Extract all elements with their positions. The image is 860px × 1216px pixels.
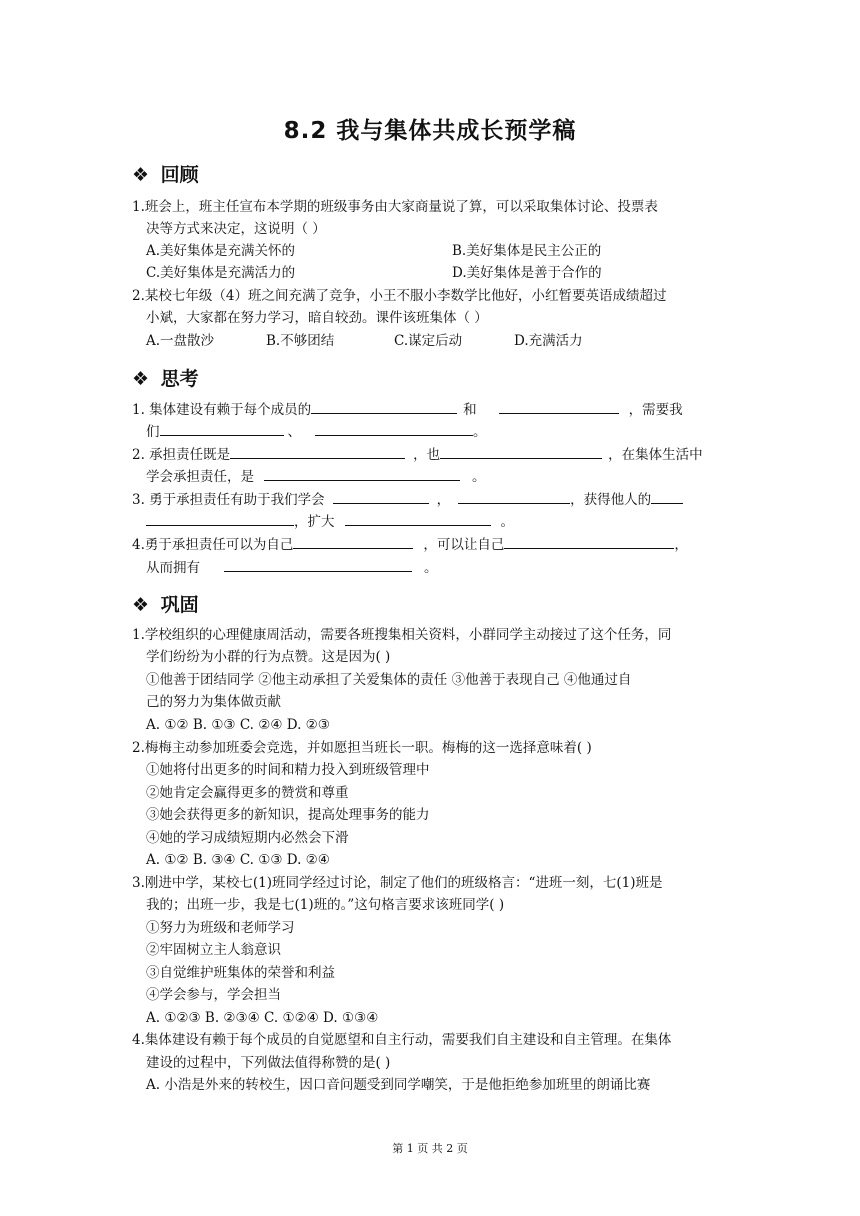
question-text: 建设的过程中，下列做法值得称赞的是( ) (146, 1055, 391, 1071)
question-text: 2.某校七年级（4）班之间充满了竞争，小王不服小李数学比他好，小红暂要英语成绩超过 (132, 288, 667, 304)
diamond-bullet-icon: ❖ (132, 368, 150, 390)
statement-item: ②牢固树立主人翁意识 (146, 942, 281, 958)
fill-question-2: 2. 承担责任既是 ，也 ，在集体生活中 (132, 443, 732, 466)
option-c: C.美好集体是充满活力的 (146, 265, 296, 281)
diamond-bullet-icon: ❖ (132, 594, 150, 616)
statement-item: ①她将付出更多的时间和精力投入到班级管理中 (146, 762, 430, 778)
option-c: C.谋定后动 (394, 333, 463, 349)
fill-question-2-cont: 学会承担责任，是 。 (146, 465, 746, 488)
option-a: A.美好集体是充满关怀的 (146, 243, 296, 259)
option-row (146, 330, 746, 352)
option-b: B.不够团结 (266, 333, 335, 349)
statement-item: ①努力为班级和老师学习 (146, 920, 295, 936)
answer-blank[interactable] (146, 510, 294, 526)
answer-blank[interactable] (345, 510, 491, 526)
section-label: 巩固 (160, 594, 199, 616)
question-text: 4.集体建设有赖于每个成员的自觉愿望和自主行动，需要我们自主建设和自主管理。在集体 (132, 1032, 672, 1048)
answer-blank[interactable] (458, 488, 570, 504)
fill-question-3-cont: ，扩大 。 (146, 510, 746, 533)
answer-blank[interactable] (651, 488, 683, 504)
statement-item: ③自觉维护班集体的荣誉和利益 (146, 965, 335, 981)
question-text: 己的努力为集体做贡献 (146, 694, 281, 710)
answer-blank[interactable] (224, 556, 412, 572)
options-line: A. ①②③ B. ②③④ C. ①②④ D. ①③④ (146, 1010, 379, 1026)
section-label: 思考 (160, 368, 199, 390)
option-a: A. 小浩是外来的转校生，因口音问题受到同学嘲笑，于是他拒绝参加班里的朗诵比赛 (146, 1077, 651, 1093)
question-text: 1.班会上，班主任宣布本学期的班级事务由大家商量说了算，可以采取集体讨论、投票表 (132, 199, 658, 215)
fill-question-3: 3. 勇于承担责任有助于我们学会 ， ，获得他人的 (132, 488, 732, 511)
fill-question-1: 1. 集体建设有赖于每个成员的 和 ，需要我 (132, 398, 732, 421)
fill-question-1-cont: 们 、 。 (146, 420, 746, 443)
statement-item: ②她肯定会赢得更多的赞赏和尊重 (146, 785, 349, 801)
question-text: 小斌，大家都在努力学习，暗自较劲。课件该班集体（ ） (146, 310, 488, 326)
page-footer: 第 1 页 共 2 页 (392, 1142, 468, 1155)
statement-item: ④学会参与，学会担当 (146, 987, 281, 1003)
question-text: 2.梅梅主动参加班委会竞选，并如愿担当班长一职。梅梅的这一选择意味着( ) (132, 740, 592, 756)
options-line: A. ①② B. ③④ C. ①③ D. ②④ (146, 852, 330, 868)
answer-blank[interactable] (504, 533, 674, 549)
answer-blank[interactable] (333, 488, 429, 504)
section-heading-consolidate (132, 590, 199, 617)
question-text: 学们纷纷为小群的行为点赞。这是因为( ) (146, 649, 391, 665)
options-line: A. ①② B. ①③ C. ②④ D. ②③ (146, 717, 330, 733)
answer-blank[interactable] (293, 533, 413, 549)
answer-blank[interactable] (311, 398, 457, 414)
option-row (146, 262, 746, 284)
option-b: B.美好集体是民主公正的 (452, 243, 602, 259)
option-d: D.美好集体是善于合作的 (452, 265, 602, 281)
question-text: ①他善于团结同学 ②他主动承担了关爱集体的责任 ③他善于表现自己 ④他通过自 (146, 672, 632, 688)
section-heading-think (132, 364, 199, 391)
statement-item: ③她会获得更多的新知识，提高处理事务的能力 (146, 807, 430, 823)
section-label: 回顾 (160, 164, 199, 186)
option-d: D.充满活力 (514, 333, 583, 349)
statement-item: ④她的学习成绩短期内必然会下滑 (146, 830, 349, 846)
answer-blank[interactable] (440, 443, 602, 459)
section-heading-review (132, 160, 199, 187)
fill-question-4: 4.勇于承担责任可以为自己 ，可以让自己 ， (132, 533, 732, 556)
option-row (146, 240, 746, 262)
answer-blank[interactable] (499, 398, 619, 414)
question-text: 1.学校组织的心理健康周活动，需要各班搜集相关资料，小群同学主动接过了这个任务，同 (132, 627, 672, 643)
answer-blank[interactable] (160, 420, 284, 436)
answer-blank[interactable] (264, 465, 460, 481)
question-text: 决等方式来决定，这说明（ ） (146, 221, 326, 237)
question-text: 3.刚进中学，某校七(1)班同学经过讨论，制定了他们的班级格言：“进班一刻，七(1)班是 (132, 875, 663, 891)
answer-blank[interactable] (315, 420, 473, 436)
question-text: 我的；出班一步，我是七(1)班的。”这句格言要求该班同学( ) (146, 897, 505, 913)
fill-question-4-cont: 从而拥有 。 (146, 556, 746, 579)
diamond-bullet-icon: ❖ (132, 164, 150, 186)
page-title: 8.2 我与集体共成长预学稿 (283, 118, 577, 144)
option-a: A.一盘散沙 (146, 333, 215, 349)
answer-blank[interactable] (230, 443, 405, 459)
